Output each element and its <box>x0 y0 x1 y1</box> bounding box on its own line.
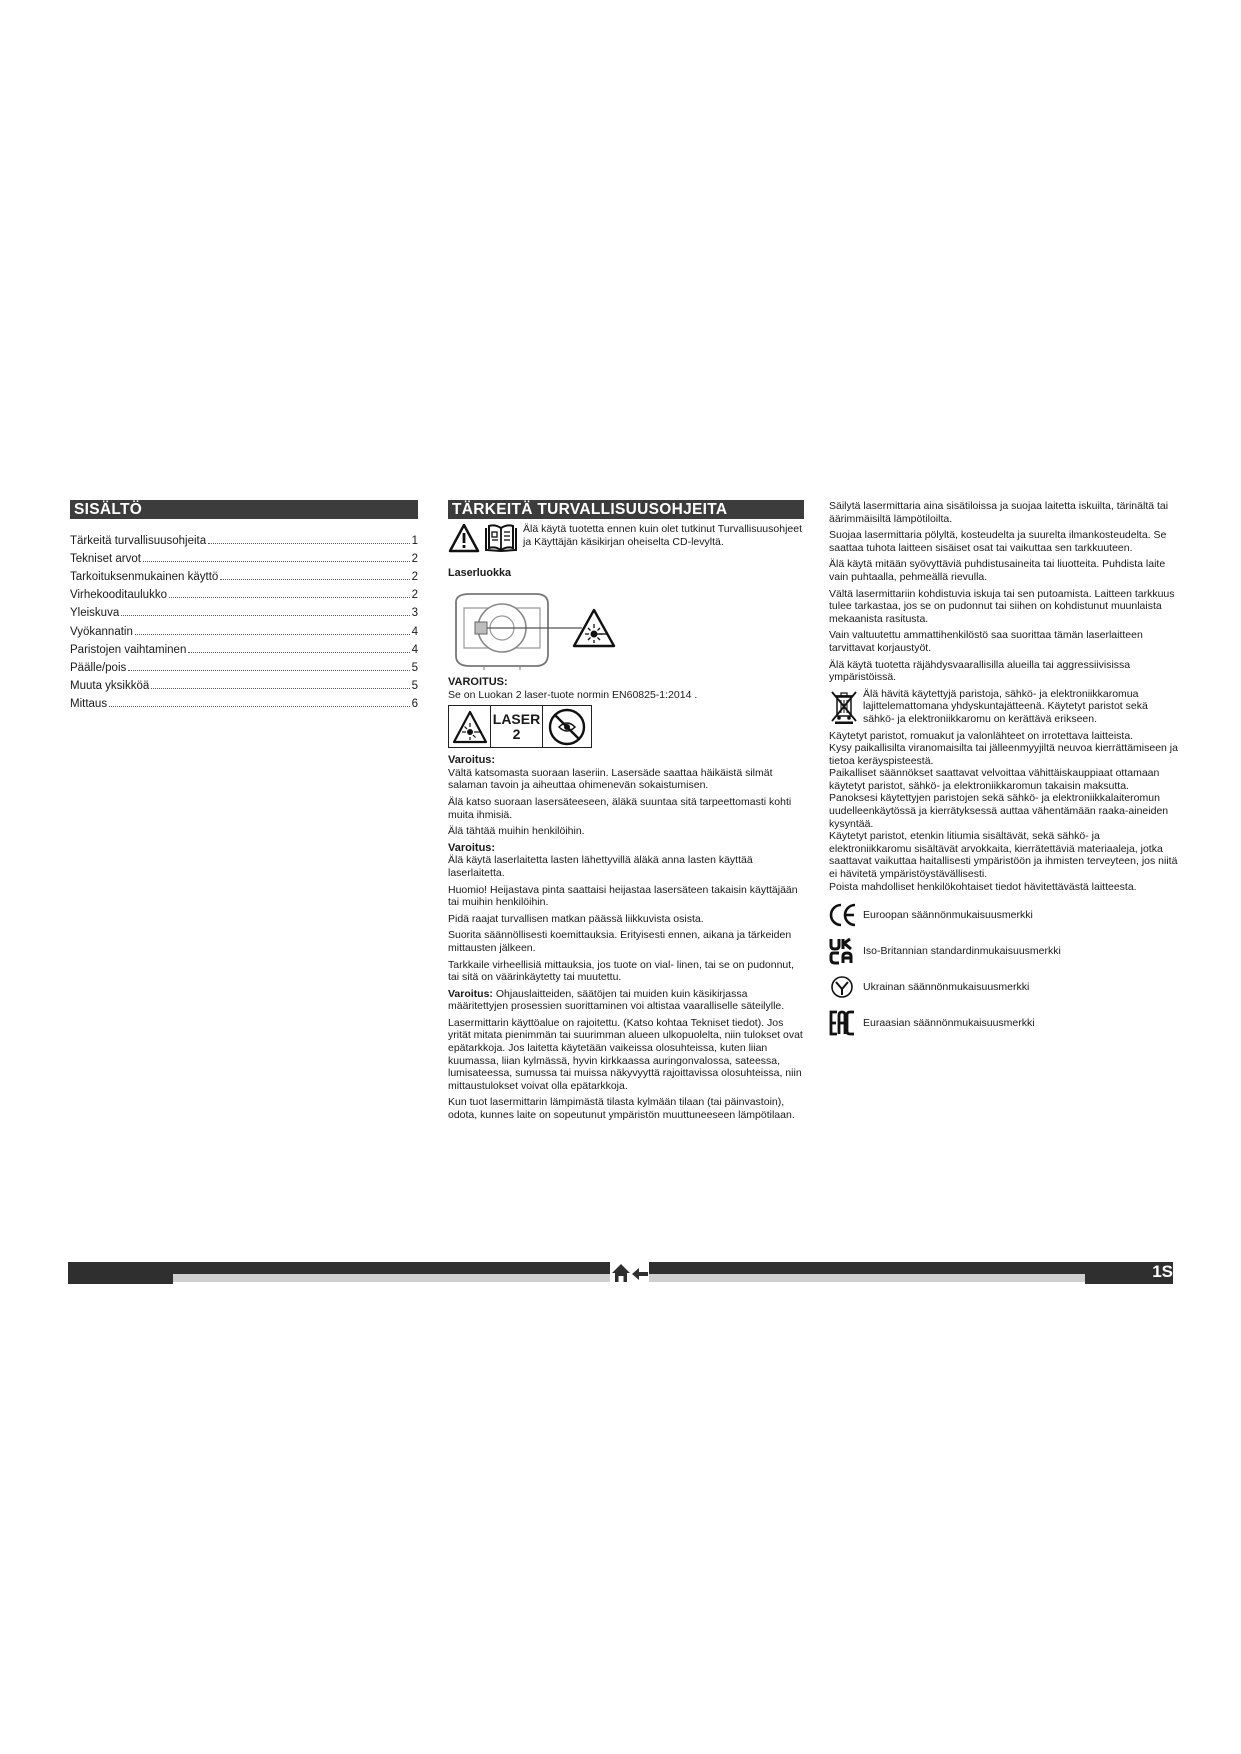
disposal-line: Panoksesi käytettyjen paristojen sekä sähkö- ja elektroniikkalaiteromun uudelleenkäytössä ja kierrätyksessä auttaa vähentämään raaka-aineiden kysyntää. <box>829 792 1169 830</box>
toc-entry-title: Tarkoituksenmukainen käyttö <box>70 571 219 584</box>
warning-triangle-icon <box>448 523 480 553</box>
laser-hazard-icon <box>452 710 488 744</box>
toc-entry[interactable] <box>70 601 418 619</box>
warning-paragraph: Pidä raajat turvallisen matkan päässä liikkuvista osista. <box>448 912 704 925</box>
usage-paragraph: Kun tuot lasermittarin lämpimästä tilasta kylmään tilaan (tai päinvastoin), odota, kunnes laite on sopeutunut ympäristön muuttuneeseen lämpötilaan. <box>448 1096 795 1122</box>
weee-text: Älä hävitä käytettyjä paristoja, sähkö- ja elektroniikkaromua lajittelemattomana yhdyskuntajätteenä. Käytetyt paristot sekä sähkö- ja elektroniikkaromu on kerättävä erikseen. <box>863 687 1148 725</box>
toc-leader-dots <box>151 688 409 689</box>
warning-paragraph: Älä katso suoraan lasersäteeseen, äläkä suuntaa sitä tarpeettomasti kohti muita ihmisiä. <box>448 795 792 821</box>
toc-column <box>70 500 418 710</box>
toc-entry-page: 4 <box>411 643 418 656</box>
laser-label-text: LASER <box>492 710 541 727</box>
toc-entry-title: Mittaus <box>70 697 108 710</box>
toc-entry-title: Päälle/pois <box>70 661 127 674</box>
toc-leader-dots <box>208 543 409 544</box>
page-footer <box>68 1262 1173 1284</box>
care-paragraphs <box>829 500 1181 684</box>
toc-entry-title: Yleiskuva <box>70 607 120 620</box>
varoitus-3-text: Ohjauslaitteiden, säätöjen tai muiden kuin käsikirjassa määritettyjen prosessien suorittaminen voi altistaa vaaralliselle säteilylle. <box>448 987 785 1013</box>
warning-paragraph: Vältä katsomasta suoraan laseriin. Lasersäde saattaa häikäistä silmät salaman tavoin ja aiheuttaa ohimenevän sokaistumisen. <box>448 766 773 792</box>
toc-entry-page: 6 <box>411 697 418 710</box>
care-paragraph: Vältä lasermittariin kohdistuvia iskuja tai sen putoamista. Laitteen tarkkuus tulee tarkastaa, jos se on pudonnut tai siihen on kohdistunut muunlaista mekaanista rasitusta. <box>829 587 1175 625</box>
toc-leader-dots <box>169 597 410 598</box>
varoitus-heading-3: Varoitus: <box>448 987 493 1000</box>
page-number: 1S <box>1152 1262 1173 1281</box>
device-laser-figure <box>448 590 618 670</box>
conformity-mark-row <box>829 973 1181 1001</box>
toc-entry[interactable] <box>70 529 418 547</box>
toc-leader-dots <box>135 634 410 635</box>
toc-list <box>70 529 418 710</box>
toc-entry[interactable] <box>70 583 418 601</box>
warning-paragraph: Älä tähtää muihin henkilöihin. <box>448 825 585 838</box>
care-disposal-column <box>829 500 1181 1037</box>
varoitus-heading-2: Varoitus: <box>448 841 496 854</box>
care-paragraph: Suojaa lasermittaria pölyltä, kosteudelta ja suurelta ilmankosteudelta. Se saattaa tuhota laitteen sisäiset osat tai vaikuttaa sen tarkkuuteen. <box>829 529 1167 554</box>
toc-leader-dots <box>220 579 409 580</box>
weee-block <box>829 688 1181 730</box>
warning-paragraph: Tarkkaile virheellisiä mittauksia, jos tuote on vial- linen, tai se on pudonnut, tai sitä on väärinkäytetty tai muutettu. <box>448 958 795 984</box>
toc-entry[interactable] <box>70 656 418 674</box>
toc-entry-title: Tärkeitä turvallisuusohjeita <box>70 535 207 548</box>
toc-leader-dots <box>143 561 410 562</box>
toc-entry-title: Virhekooditaulukko <box>70 589 167 602</box>
warning-heading: VAROITUS: <box>448 676 508 688</box>
toc-entry[interactable] <box>70 547 418 565</box>
toc-entry[interactable] <box>70 692 418 710</box>
safety-heading: TÄRKEITÄ TURVALLISUUSOHJEITA <box>448 500 804 519</box>
toc-leader-dots <box>188 652 409 653</box>
toc-entry-title: Vyökannatin <box>70 625 133 638</box>
toc-entry[interactable] <box>70 619 418 637</box>
toc-entry[interactable] <box>70 638 418 656</box>
ukca-mark-icon <box>829 937 861 965</box>
disposal-lines <box>829 730 1181 894</box>
toc-entry-page: 2 <box>411 571 418 584</box>
conformity-mark-label: Euraasian säännönmukaisuusmerkki <box>863 1017 1035 1030</box>
toc-entry-page: 5 <box>411 661 418 674</box>
conformity-mark-row <box>829 1009 1181 1037</box>
manual-book-icon <box>483 523 519 553</box>
varoitus-heading-1: Varoitus: <box>448 754 496 767</box>
disposal-line: Käytetyt paristot, etenkin litiumia sisältävät, sekä sähkö- ja elektroniikkaromu sisältävät arvokkaita, kierrätettäviä materiaaleja, jotka saattavat vaikuttaa haitallisesti ympäristöön ja ihmisten terveyteen, jos niitä ei hävitetä ympäristöystävällisesti. <box>829 830 1178 881</box>
toc-heading: SISÄLTÖ <box>70 500 418 519</box>
crossed-bin-icon <box>829 690 859 724</box>
home-back-icon[interactable] <box>610 1262 650 1284</box>
toc-leader-dots <box>109 706 410 707</box>
varoitus-3-paragraph <box>448 988 804 1013</box>
warning-paragraph: Huomio! Heijastava pinta saattaisi heijastaa lasersäteen takaisin käyttäjään tai muihin henkilöihin. <box>448 883 798 909</box>
disposal-line: Paikalliset säännökset saattavat velvoittaa vähittäiskauppiaat ottamaan käytetyt paristot, sähkö- ja elektroniikkaromun takaisin maksutta. <box>829 767 1160 792</box>
toc-entry-page: 3 <box>411 607 418 620</box>
conformity-mark-label: Ukrainan säännönmukaisuusmerkki <box>863 981 1030 994</box>
toc-entry-page: 1 <box>411 535 418 548</box>
conformity-mark-row <box>829 937 1181 965</box>
closing-paragraphs <box>448 1017 804 1122</box>
care-paragraph: Vain valtuutettu ammattihenkilöstö saa suorittaa tämän laserlaitteen tarvittavat korjaustyöt. <box>829 629 1143 654</box>
laser-class-label-box <box>448 705 592 748</box>
toc-entry[interactable] <box>70 674 418 692</box>
conformity-mark-label: Euroopan säännönmukaisuusmerkki <box>863 909 1033 922</box>
toc-entry-title: Tekniset arvot <box>70 553 141 566</box>
care-paragraph: Älä käytä mitään syövyttäviä puhdistusaineita tai liuotteita. Puhdista laite vain puhtaalla, pehmeällä rievulla. <box>829 558 1166 583</box>
laser-warning-icon <box>572 608 616 648</box>
toc-leader-dots <box>128 670 409 671</box>
laser-class-number: 2 <box>512 725 521 742</box>
toc-entry-page: 5 <box>411 679 418 692</box>
conformity-mark-label: Iso-Britannian standardinmukaisuusmerkki <box>863 945 1061 958</box>
toc-leader-dots <box>121 615 409 616</box>
toc-entry-page: 4 <box>411 625 418 638</box>
disposal-line: Poista mahdolliset henkilökohtaiset tiedot hävitettävästä laitteesta. <box>829 880 1137 893</box>
safety-column <box>448 500 804 1126</box>
care-paragraph: Älä käytä tuotetta räjähdysvaarallisilla alueilla tai aggressiivisissa ympäristöissä. <box>829 658 1131 684</box>
ua-mark-icon <box>829 974 861 1000</box>
no-staring-icon <box>547 707 587 747</box>
usage-paragraph: Lasermittarin käyttöalue on rajoitettu. (Katso kohtaa Tekniset tiedot). Jos yrität mitata pienimmän tai suurimman alueen ulkopuolelta, niin tulokset ovat epätarkkoja. Jos laitetta käytetään vaikeissa olosuhteissa, kuten liian kuumassa, liian kylmässä, hyvin kirkkaassa auringonvalossa, sateessa, lumisateessa, sumussa tai muissa näkyvyyttä rajoittavissa olosuhteissa, niin mittaustulokset voivat olla epätarkkoja. <box>448 1016 803 1092</box>
conformity-mark-row <box>829 901 1181 929</box>
varoitus-2-paragraphs <box>448 854 804 983</box>
intro-text: Älä käytä tuotetta ennen kuin olet tutkinut Turvallisuusohjeet ja Käyttäjän käsikirjan oheiselta CD-levyltä. <box>523 523 803 548</box>
disposal-line: Käytetyt paristot, romuakut ja valonlähteet on irrotettava laitteista. <box>829 729 1134 742</box>
laser-class-label: Laserluokka <box>448 567 512 579</box>
eac-mark-icon <box>829 1009 861 1037</box>
toc-entry-page: 2 <box>411 589 418 602</box>
warning-paragraph: Suorita säännöllisesti koemittauksia. Erityisesti ennen, aikana ja tärkeiden mittausten jälkeen. <box>448 929 792 954</box>
disposal-line: Kysy paikallisilta viranomaisilta tai jälleenmyyjiltä neuvoa kierrättämiseen ja tietoa keräyspisteestä. <box>829 742 1178 767</box>
warning-text: Se on Luokan 2 laser-tuote normin EN60825-1:2014 . <box>448 688 698 701</box>
ce-mark-icon <box>829 902 861 928</box>
toc-entry[interactable] <box>70 565 418 583</box>
care-paragraph: Säilytä lasermittaria aina sisätiloissa ja suojaa laitetta iskuilta, tärinältä tai äärimmäisiltä lämpötiloilta. <box>829 500 1169 525</box>
toc-entry-title: Paristojen vaihtaminen <box>70 643 187 656</box>
toc-entry-page: 2 <box>411 553 418 566</box>
varoitus-1-paragraphs <box>448 767 804 838</box>
intro-block <box>448 523 804 553</box>
conformity-marks <box>829 901 1181 1037</box>
warning-paragraph: Älä käytä laserlaitetta lasten lähettyvillä äläkä anna lasten käyttää laserlaitetta. <box>448 854 753 879</box>
toc-entry-title: Muuta yksikköä <box>70 679 150 692</box>
